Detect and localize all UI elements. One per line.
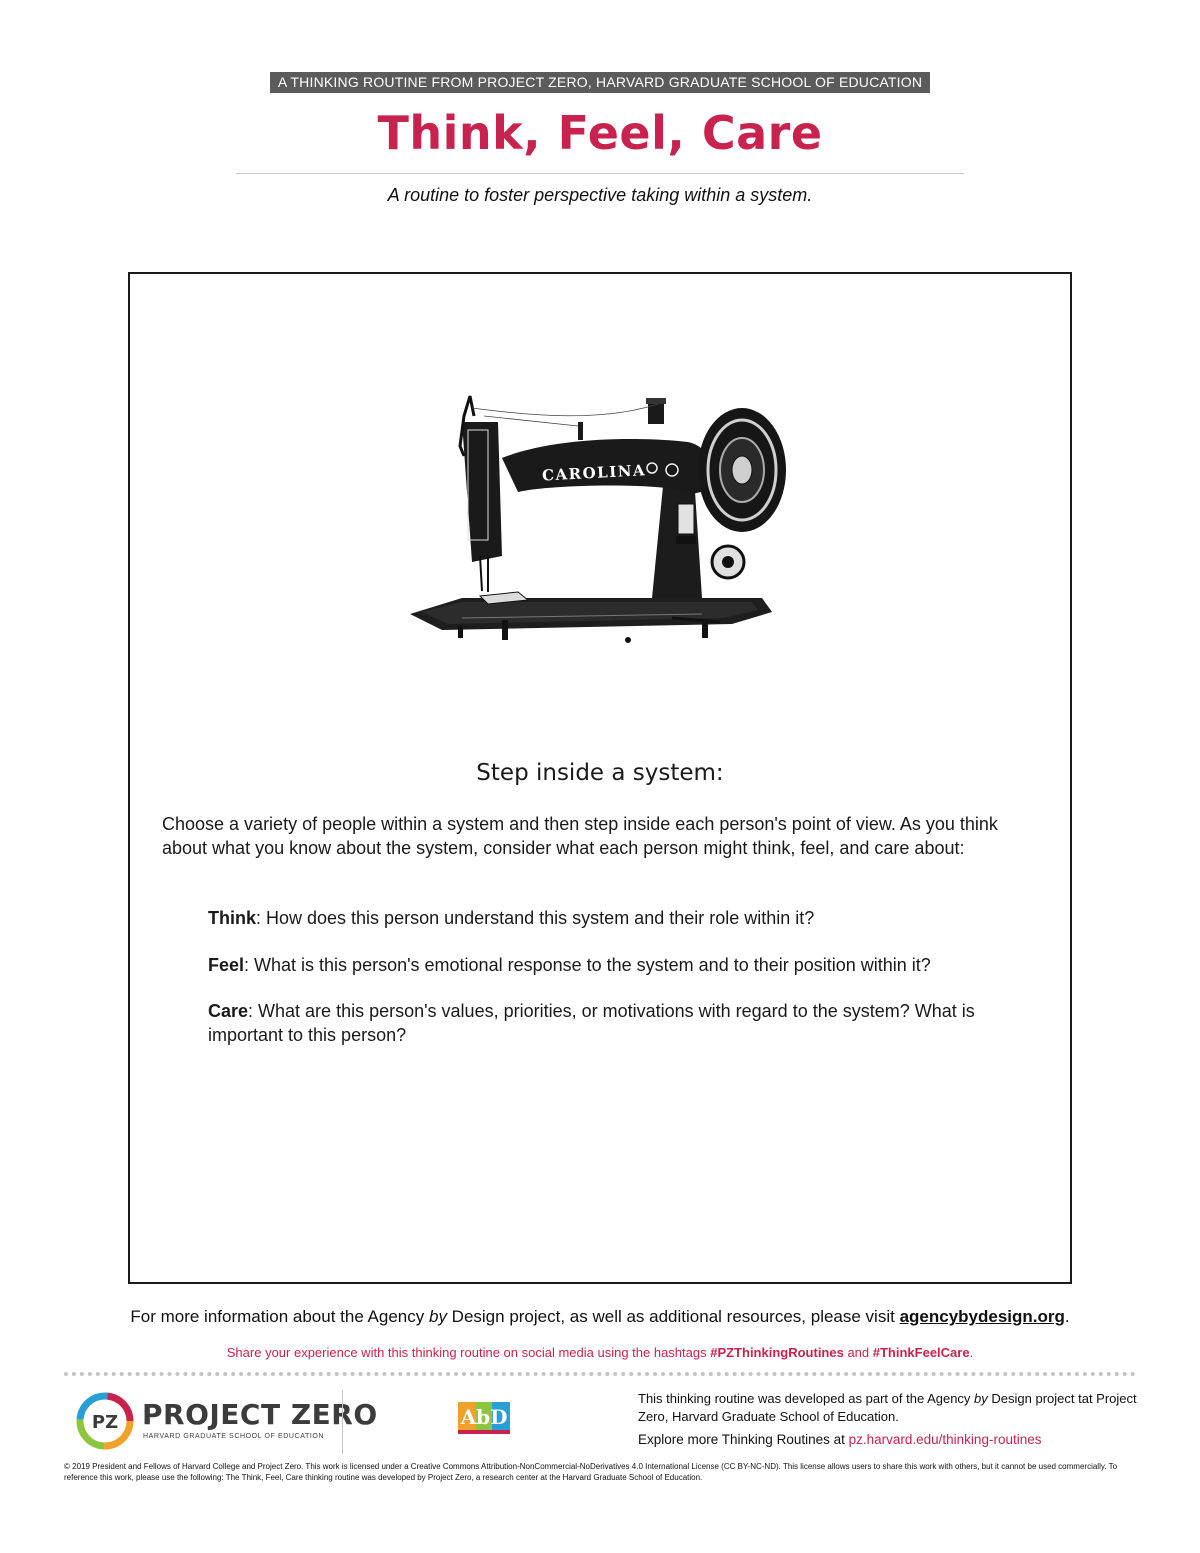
- care-text: : What are this person's values, priorities, or motivations with regard to the system? What is important to this person?: [208, 1001, 975, 1045]
- feel-item: [208, 953, 1048, 977]
- more-info-line: [0, 1307, 1200, 1327]
- share-text: Share your experience with this thinking routine on social media using the hashtags: [226, 1345, 711, 1360]
- license-text: © 2019 President and Fellows of Harvard College and Project Zero. This work is licensed under a Creative Commons Attribution-NonCommercial-NoDerivatives 4.0 International License (CC BY-NC-ND). This license allows users to share this work with others, but it cannot be used commercially. To reference this work, please use the following: The Think, Feel, Care thinking routine was developed by Project Zero, a research center at the Harvard Graduate School of Education.: [64, 1462, 1118, 1482]
- kicker-bar: [0, 72, 1200, 93]
- dev-note-text: This thinking routine was developed as part of the Agency: [638, 1391, 975, 1406]
- think-item: [208, 906, 1048, 930]
- footer-vertical-divider: [342, 1390, 343, 1454]
- machine-brand-label: CAROLINA: [541, 461, 647, 485]
- explore-text: Explore more Thinking Routines at: [638, 1432, 849, 1447]
- care-term: Care: [208, 1001, 249, 1021]
- more-info-text-2: Design project, as well as additional resources, please visit: [446, 1307, 900, 1326]
- routine-intro: Choose a variety of people within a system and then step inside each person's point of view. As you think about what you know about the system, consider what each person might think, feel, and care about:: [162, 814, 998, 858]
- page-title: Think, Feel, Care: [377, 106, 823, 160]
- think-text: : How does this person understand this system and their role within it?: [256, 908, 815, 928]
- care-item: [208, 999, 988, 1047]
- project-zero-subtitle: HARVARD GRADUATE SCHOOL OF EDUCATION: [143, 1433, 325, 1440]
- step-heading: Step inside a system:: [476, 760, 724, 786]
- developed-note: [638, 1390, 1138, 1426]
- dotted-divider: [64, 1372, 1136, 1376]
- share-line: [0, 1345, 1200, 1360]
- title-divider: [236, 173, 964, 174]
- abd-logo-text: AbD: [460, 1405, 508, 1429]
- thinking-routines-link[interactable]: pz.harvard.edu/thinking-routines: [848, 1432, 1042, 1447]
- share-and: and: [843, 1345, 873, 1360]
- hashtag-pzthinkingroutines[interactable]: #PZThinkingRoutines: [710, 1345, 844, 1360]
- think-term: Think: [208, 908, 256, 928]
- page-subtitle: A routine to foster perspective taking within a system.: [387, 185, 813, 205]
- feel-term: Feel: [208, 955, 245, 975]
- project-zero-logo: [76, 1392, 134, 1450]
- share-end: .: [969, 1345, 974, 1360]
- more-info-by: by: [428, 1307, 447, 1326]
- dev-note-by: by: [974, 1391, 988, 1406]
- pz-logo-text: PZ: [91, 1412, 119, 1433]
- sewing-machine-illustration: [402, 386, 802, 666]
- feel-text: : What is this person's emotional response to the system and to their position within it?: [244, 955, 931, 975]
- project-zero-name: PROJECT ZERO: [142, 1398, 378, 1431]
- routine-box: [128, 272, 1072, 1284]
- kicker-label: A THINKING ROUTINE FROM PROJECT ZERO, HARVARD GRADUATE SCHOOL OF EDUCATION: [270, 72, 930, 93]
- dev-note-text-2: Design project tat Project Zero, Harvard Graduate School of Education.: [638, 1391, 1137, 1424]
- more-info-end: .: [1064, 1307, 1070, 1326]
- agency-by-design-logo: [456, 1398, 512, 1438]
- agencybydesign-link[interactable]: agencybydesign.org: [899, 1307, 1065, 1326]
- more-info-text: For more information about the Agency: [130, 1307, 429, 1326]
- explore-line: [638, 1432, 1041, 1447]
- hashtag-thinkfeelcare[interactable]: #ThinkFeelCare: [872, 1345, 970, 1360]
